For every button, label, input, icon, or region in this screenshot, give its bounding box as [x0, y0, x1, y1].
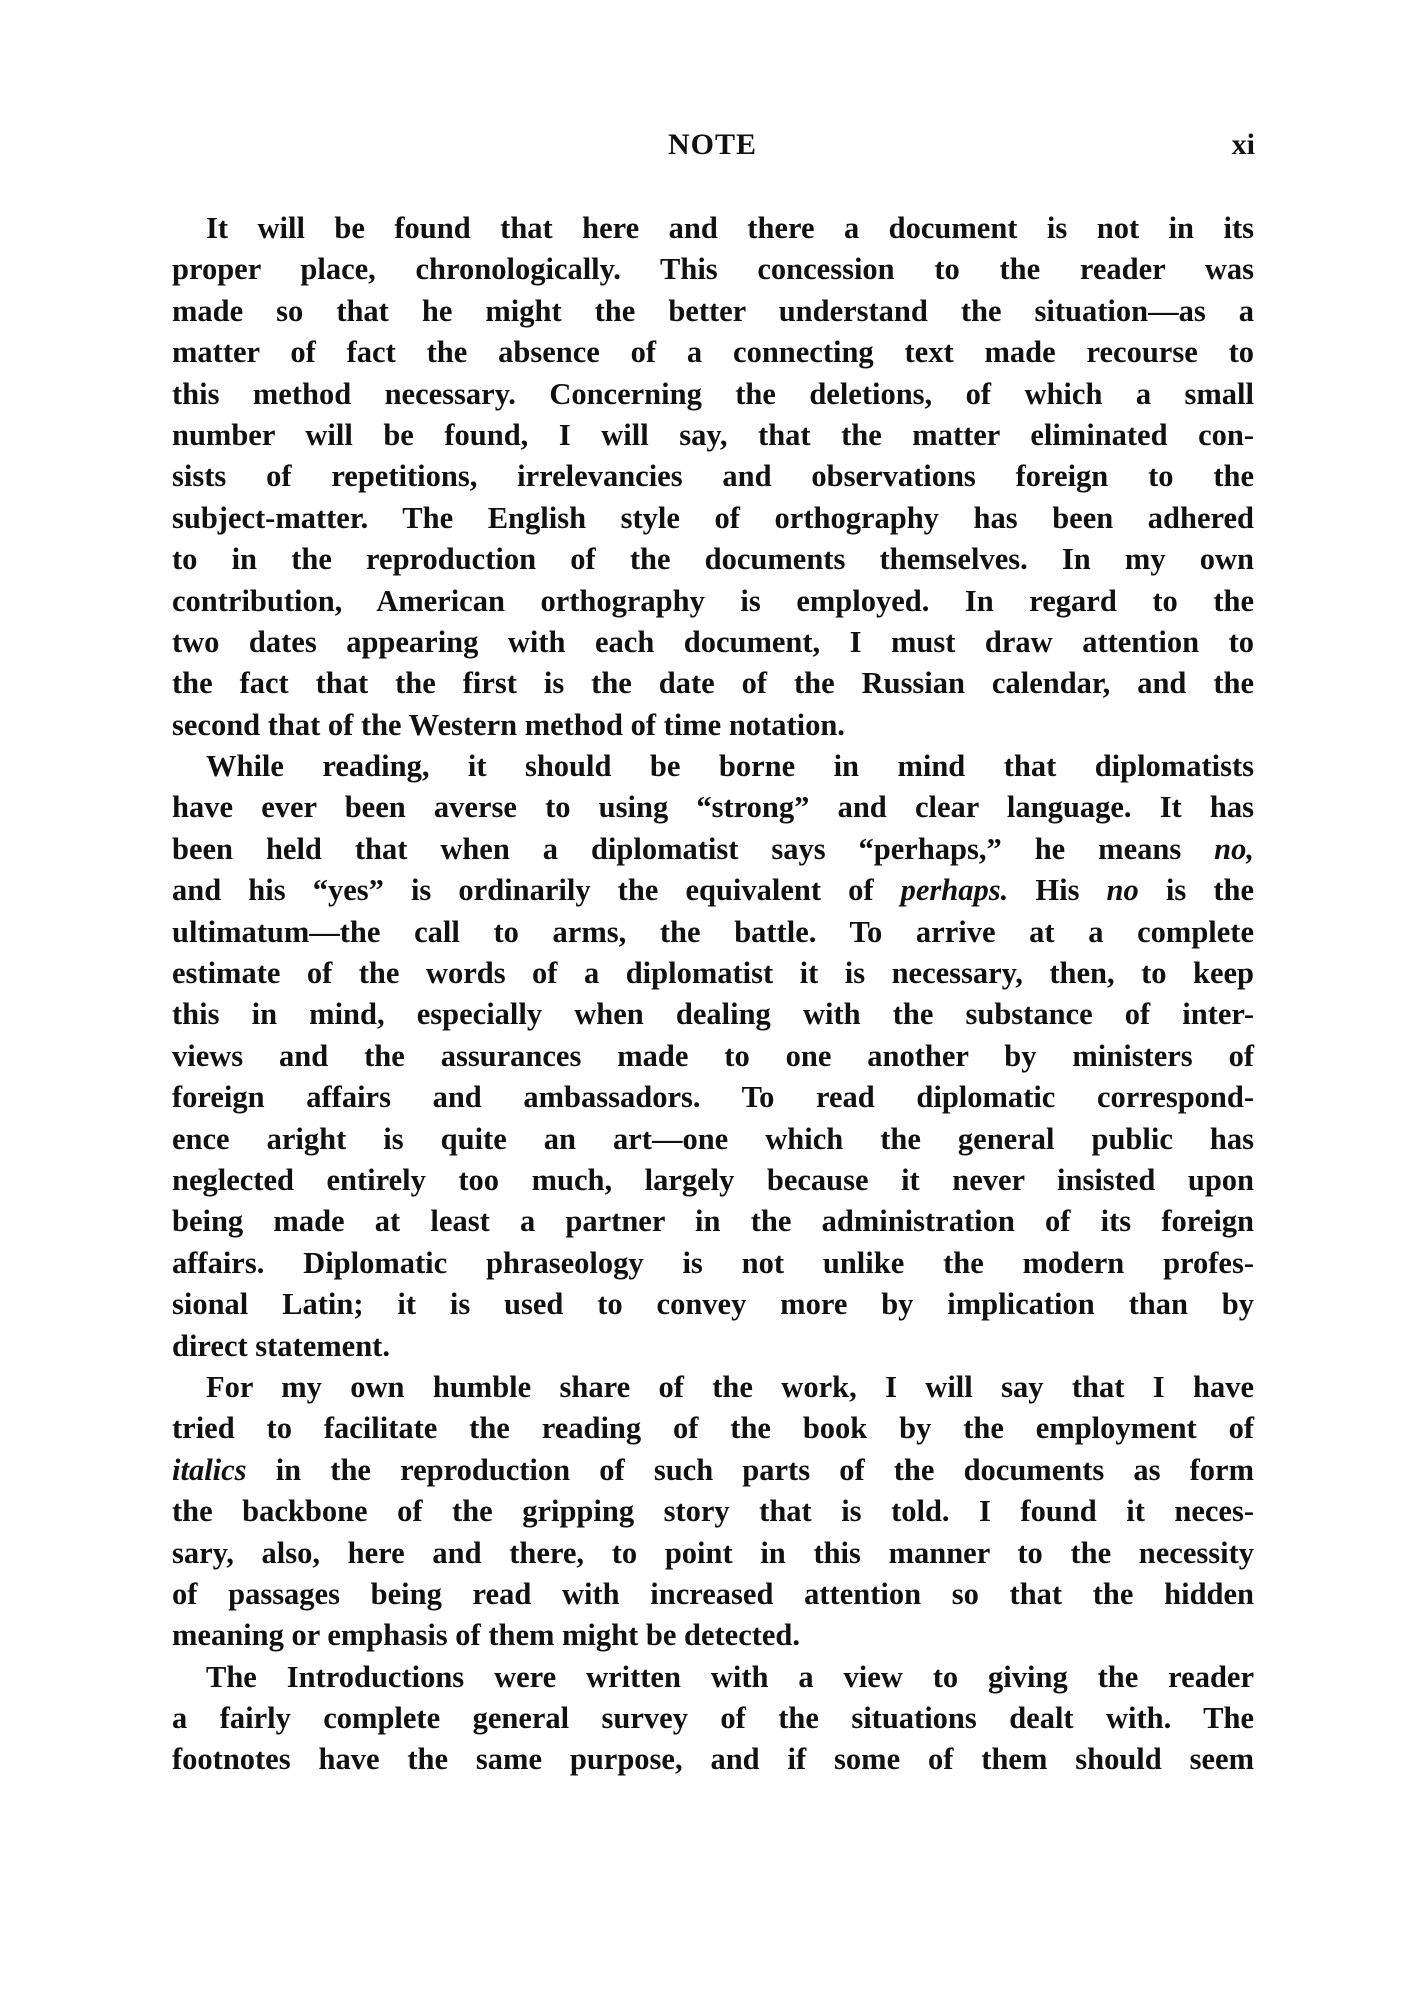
text-line: For my own humble share of the work, I will say that I have: [206, 1369, 1254, 1404]
text-line: the backbone of the gripping story that is told. I found it neces-: [172, 1494, 1254, 1529]
paragraph: [172, 1367, 1254, 1657]
text-line: sional Latin; it is used to convey more by implication than by: [172, 1287, 1254, 1322]
text-line: this in mind, especially when dealing with the substance of inter-: [172, 997, 1254, 1032]
text-line: and his “yes” is ordinarily the equivalent of perhaps. His no is the: [172, 873, 1254, 908]
text-line: tried to facilitate the reading of the book by the employment of: [172, 1411, 1254, 1446]
text-line: a fairly complete general survey of the situations dealt with. The: [172, 1701, 1254, 1736]
italic-text: no,: [1214, 831, 1254, 866]
text-line: to in the reproduction of the documents themselves. In my own: [172, 542, 1254, 577]
text-line: neglected entirely too much, largely because it never insisted upon: [172, 1162, 1254, 1197]
text-line: footnotes have the same purpose, and if some of them should seem: [172, 1742, 1254, 1777]
text-line: sary, also, here and there, to point in this manner to the necessity: [172, 1535, 1254, 1570]
text-line: have ever been averse to using “strong” and clear language. It has: [172, 790, 1254, 825]
running-title: NOTE: [667, 128, 758, 161]
italic-text: italics: [172, 1452, 247, 1487]
text-line: ultimatum—the call to arms, the battle. To arrive at a complete: [172, 914, 1254, 949]
text-line: second that of the Western method of time notation.: [172, 707, 845, 742]
italic-text: no: [1106, 873, 1139, 908]
paragraph: [172, 746, 1254, 1367]
text-line: been held that when a diplomatist says “perhaps,” he means no,: [172, 831, 1254, 866]
page-number: xi: [1231, 128, 1255, 161]
text-line: being made at least a partner in the administration of its foreign: [172, 1204, 1254, 1239]
text-line: made so that he might the better understand the situation—as a: [172, 293, 1254, 328]
body-text: [172, 208, 1254, 1781]
text-line: number will be found, I will say, that the matter eliminated con-: [172, 417, 1254, 452]
paragraph: [172, 1657, 1254, 1781]
text-line: estimate of the words of a diplomatist it is necessary, then, to keep: [172, 956, 1254, 991]
text-line: proper place, chronologically. This concession to the reader was: [172, 252, 1254, 287]
text-line: views and the assurances made to one another by ministers of: [172, 1038, 1254, 1073]
text-line: matter of fact the absence of a connecting text made recourse to: [172, 335, 1254, 370]
text-line: sists of repetitions, irrelevancies and observations foreign to the: [172, 459, 1254, 494]
text-line: meaning or emphasis of them might be detected.: [172, 1618, 801, 1653]
running-head: [170, 128, 1255, 168]
text-line: two dates appearing with each document, I must draw attention to: [172, 624, 1254, 659]
text-line: It will be found that here and there a document is not in its: [206, 211, 1254, 245]
text-line: the fact that the first is the date of the Russian calendar, and the: [172, 666, 1254, 701]
text-line: affairs. Diplomatic phraseology is not unlike the modern profes-: [172, 1245, 1254, 1280]
text-line: of passages being read with increased attention so that the hidden: [172, 1576, 1254, 1611]
text-line: ence aright is quite an art—one which the general public has: [172, 1121, 1254, 1156]
text-line: subject-matter. The English style of orthography has been adhered: [172, 500, 1254, 535]
paragraph: [172, 208, 1254, 746]
text-line: foreign affairs and ambassadors. To read diplomatic correspond-: [172, 1080, 1254, 1115]
text-line: The Introductions were written with a view to giving the reader: [206, 1659, 1254, 1694]
text-line: contribution, American orthography is employed. In regard to the: [172, 583, 1254, 618]
text-line: While reading, it should be borne in mind that diplomatists: [206, 749, 1254, 784]
text-line: italics in the reproduction of such parts of the documents as form: [172, 1452, 1254, 1487]
text-line: this method necessary. Concerning the deletions, of which a small: [172, 376, 1254, 411]
text-line: direct statement.: [172, 1328, 390, 1363]
italic-text: perhaps.: [900, 873, 1009, 908]
